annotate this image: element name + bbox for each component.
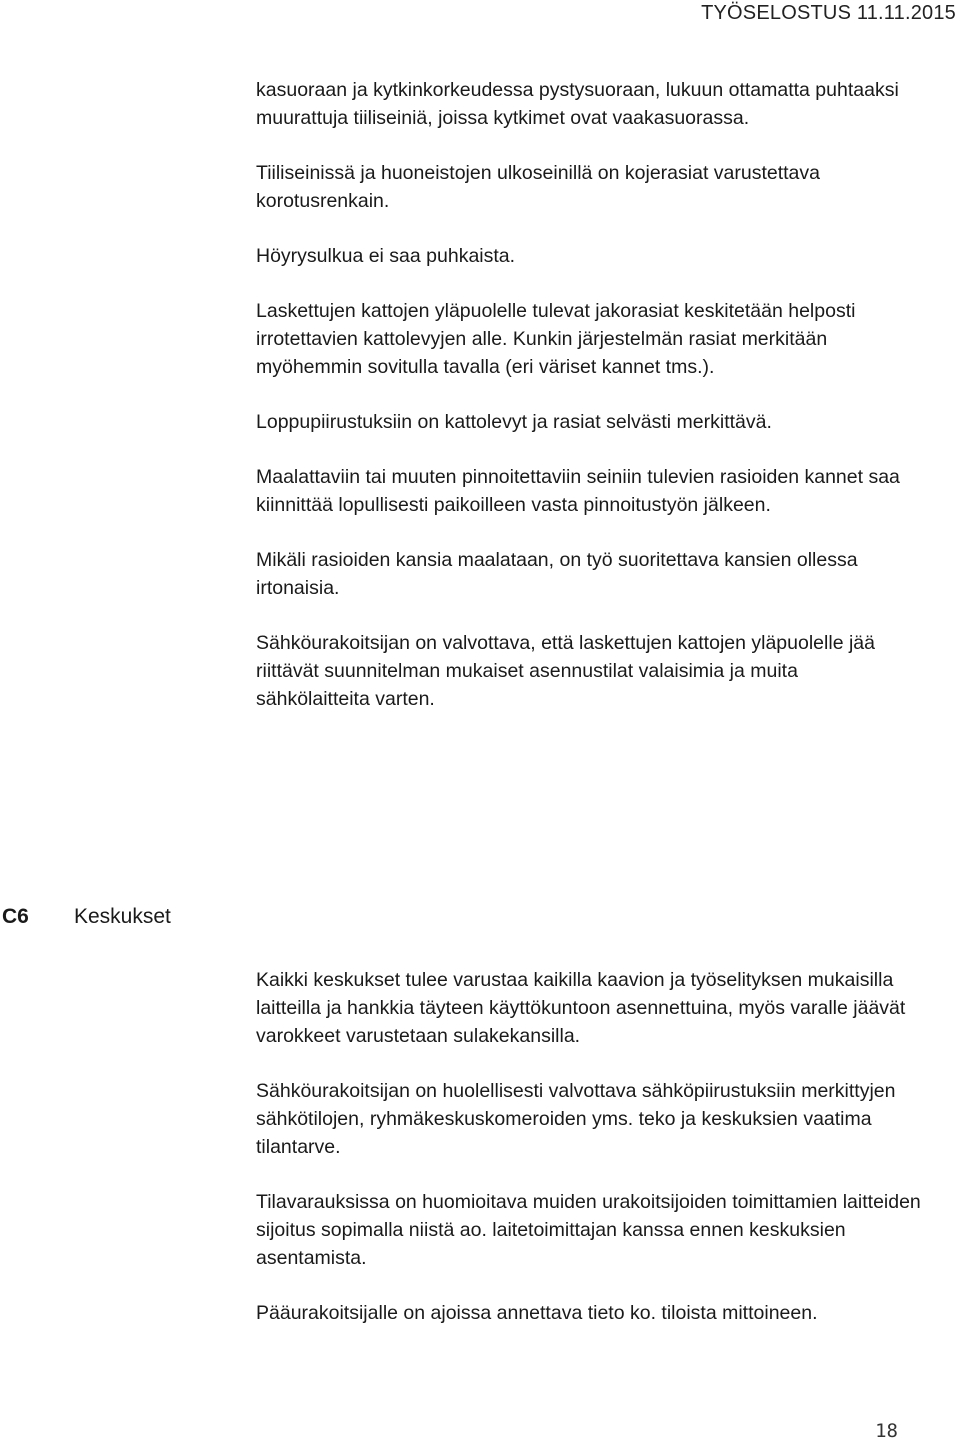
- paragraph: Höyrysulkua ei saa puhkaista.: [256, 245, 516, 267]
- paragraph: Laskettujen kattojen yläpuolelle tulevat jakorasiat keskitetään helposti irrotettavien kattolevyjen alle. Kunkin järjestelmän rasiat merkitään myöhemmin sovitulla tavalla (eri väriset kannet tms.).: [256, 300, 856, 378]
- document-header-title: TYÖSELOSTUS 11.11.2015: [701, 2, 956, 24]
- paragraph: kasuoraan ja kytkinkorkeudessa pystysuoraan, lukuun ottamatta puhtaaksi muurattuja tiiliseiniä, joissa kytkimet ovat vaakasuorassa.: [256, 79, 899, 129]
- page-number: 18: [875, 1420, 898, 1442]
- paragraph: Tilavarauksissa on huomioitava muiden urakoitsijoiden toimittamien laitteiden sijoitus sopimalla niistä ao. laitetoimittajan kanssa ennen keskuksien asentamista.: [256, 1191, 921, 1269]
- paragraph: Mikäli rasioiden kansia maalataan, on työ suoritettava kansien ollessa irtonaisia.: [256, 549, 858, 599]
- section-number: C6: [2, 905, 29, 928]
- paragraph: Pääurakoitsijalle on ajoissa annettava tieto ko. tiloista mittoineen.: [256, 1302, 818, 1324]
- section-body: [256, 966, 926, 1354]
- paragraph: Tiiliseinissä ja huoneistojen ulkoseinillä on kojerasiat varustettava korotusrenkain.: [256, 162, 820, 212]
- body-text-section: [256, 76, 916, 740]
- paragraph: Sähköurakoitsijan on valvottava, että laskettujen kattojen yläpuolelle jää riittävät suunnitelman mukaiset asennustilat valaisimia ja muita sähkölaitteita varten.: [256, 632, 875, 710]
- section-heading: [0, 905, 960, 937]
- paragraph: Maalattaviin tai muuten pinnoitettaviin seiniin tulevien rasioiden kannet saa kiinnittää lopullisesti paikoilleen vasta pinnoitustyön jälkeen.: [256, 466, 900, 516]
- paragraph: Sähköurakoitsijan on huolellisesti valvottava sähköpiirustuksiin merkittyjen sähkötilojen, ryhmäkeskuskomeroiden yms. teko ja keskuksien vaatima tilantarve.: [256, 1080, 896, 1158]
- paragraph: Loppupiirustuksiin on kattolevyt ja rasiat selvästi merkittävä.: [256, 411, 772, 433]
- paragraph: Kaikki keskukset tulee varustaa kaikilla kaavion ja työselityksen mukaisilla laitteilla ja hankkia täyteen käyttökuntoon asennettuina, myös varalle jäävät varokkeet varustetaan sulakekansilla.: [256, 969, 906, 1047]
- section-title: Keskukset: [74, 905, 171, 928]
